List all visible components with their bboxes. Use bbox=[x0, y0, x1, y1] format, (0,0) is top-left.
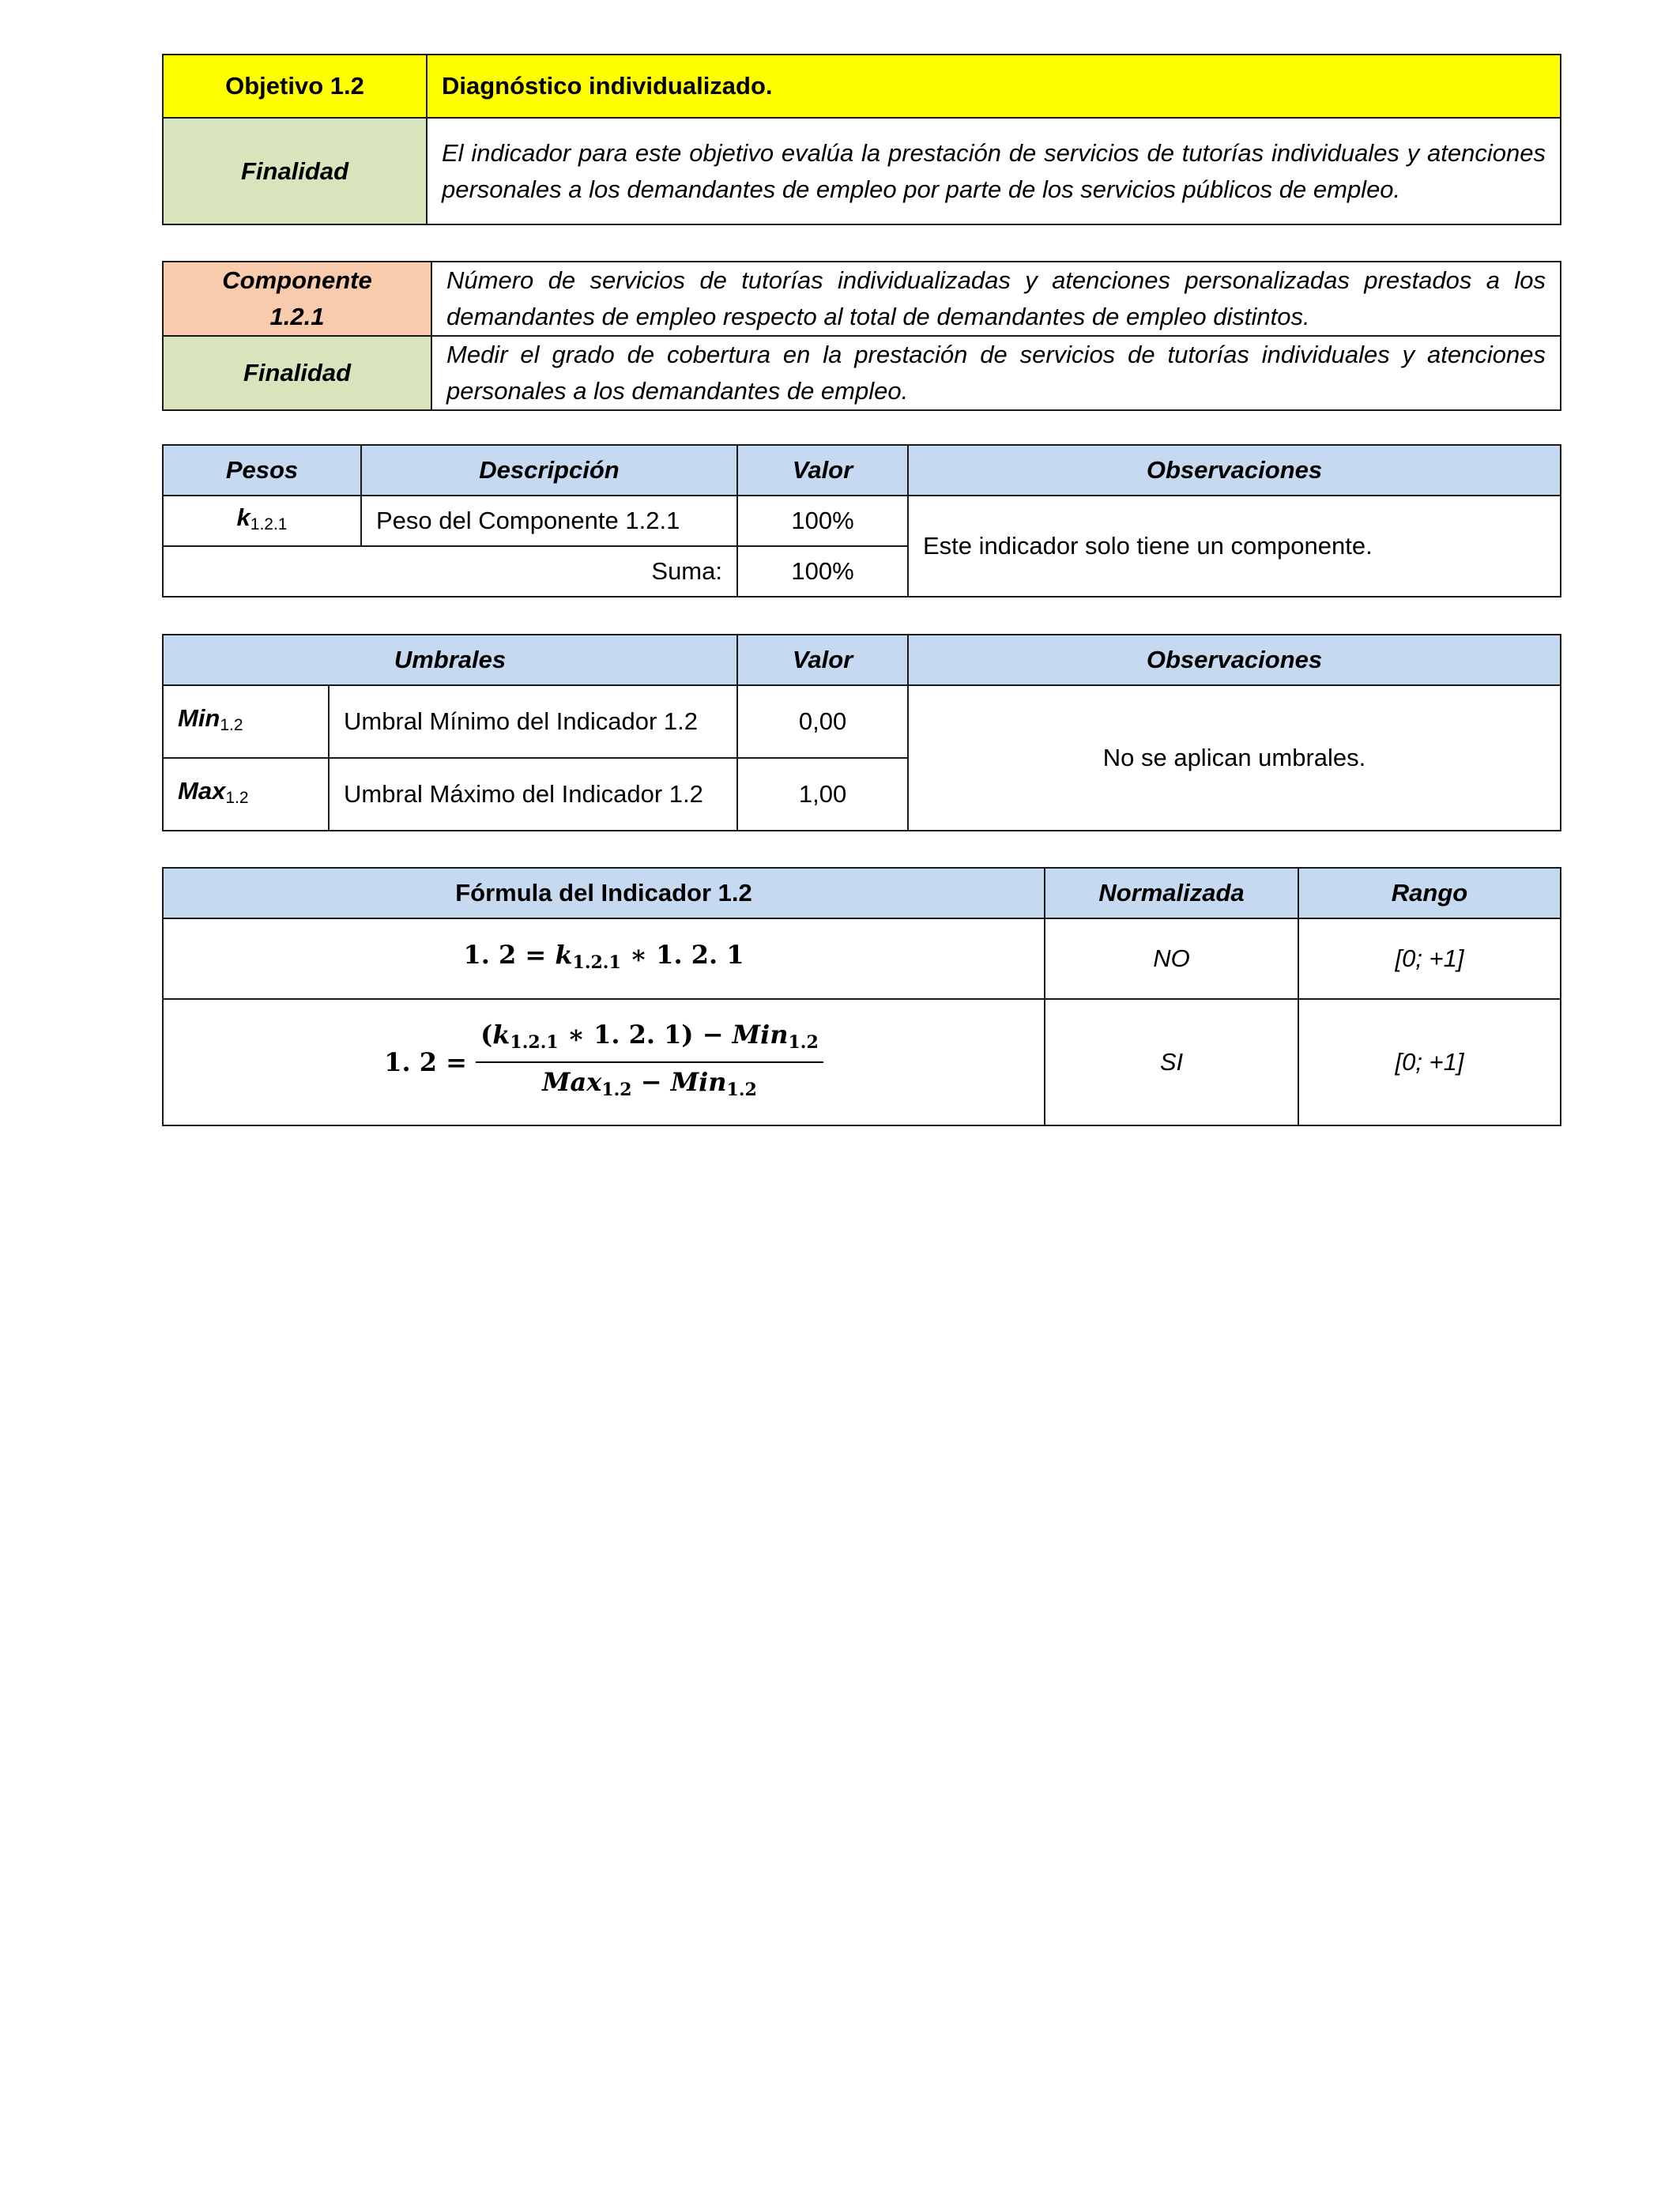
objetivo-label: Objetivo 1.2 bbox=[163, 55, 427, 118]
f2-k-sub: 1.2.1 bbox=[510, 1032, 559, 1053]
f2-min-sub: 1.2 bbox=[788, 1032, 819, 1053]
k-symbol-cell bbox=[163, 496, 361, 546]
umbrales-observaciones: No se aplican umbrales. bbox=[908, 685, 1561, 831]
peso-descripcion: Peso del Componente 1.2.1 bbox=[361, 496, 737, 546]
f2-numerator bbox=[476, 1019, 823, 1063]
min-valor: 0,00 bbox=[737, 685, 908, 758]
f1-k: k bbox=[555, 940, 573, 970]
max-descripcion: Umbral Máximo del Indicador 1.2 bbox=[329, 758, 737, 831]
pesos-observaciones: Este indicador solo tiene un componente. bbox=[908, 496, 1561, 597]
max-valor: 1,00 bbox=[737, 758, 908, 831]
k-subscript: 1.2.1 bbox=[250, 515, 288, 533]
f2-k: k bbox=[492, 1020, 510, 1050]
f2-num-mid: ∗ 1. 2. 1) − bbox=[567, 1020, 724, 1050]
objetivo-title: Diagnóstico individualizado. bbox=[427, 55, 1561, 118]
k-symbol: k bbox=[236, 503, 250, 531]
pesos-table bbox=[162, 444, 1561, 598]
f2-min2: Min bbox=[670, 1067, 727, 1097]
umbrales-header: Umbrales bbox=[163, 635, 737, 685]
formula-table bbox=[162, 867, 1561, 1126]
f2-lhs: 1. 2 = bbox=[384, 1047, 467, 1077]
f2-max-sub: 1.2 bbox=[601, 1080, 632, 1100]
f1-lhs: 1. 2 = bbox=[463, 940, 547, 970]
f1-rest: ∗ 1. 2. 1 bbox=[629, 940, 744, 970]
rango-header: Rango bbox=[1298, 868, 1561, 918]
normalizada-si: SI bbox=[1045, 999, 1298, 1125]
formula-normalizada bbox=[163, 999, 1045, 1125]
objetivo-finalidad-text: El indicador para este objetivo evalúa la prestación de servicios de tutorías individuales y atenciones personales a los demandantes de empleo por parte de los servicios públicos de empleo. bbox=[427, 118, 1561, 224]
objetivo-table bbox=[162, 54, 1561, 225]
max-symbol: Max bbox=[178, 776, 226, 805]
componente-text: Número de servicios de tutorías individualizadas y atenciones personalizadas prestados a los demandantes de empleo respecto al total de demandantes de empleo distintos. bbox=[431, 262, 1561, 336]
formula-header: Fórmula del Indicador 1.2 bbox=[163, 868, 1045, 918]
min-descripcion: Umbral Mínimo del Indicador 1.2 bbox=[329, 685, 737, 758]
min-symbol-cell bbox=[163, 685, 329, 758]
f2-open: ( bbox=[480, 1020, 493, 1050]
f2-min: Min bbox=[732, 1020, 789, 1050]
componente-finalidad-text: Medir el grado de cobertura en la prestación de servicios de tutorías individuales y atenciones personales a los demandantes de empleo. bbox=[431, 336, 1561, 410]
max-symbol-cell bbox=[163, 758, 329, 831]
pesos-header: Pesos bbox=[163, 445, 361, 496]
f2-den-mid: − bbox=[640, 1067, 662, 1097]
valor-header: Valor bbox=[737, 445, 908, 496]
formula-no-normalizada bbox=[163, 918, 1045, 999]
descripcion-header: Descripción bbox=[361, 445, 737, 496]
peso-valor: 100% bbox=[737, 496, 908, 546]
f2-max: Max bbox=[542, 1067, 602, 1097]
objetivo-finalidad-label: Finalidad bbox=[163, 118, 427, 224]
f2-fraction bbox=[476, 1019, 823, 1106]
f2-min2-sub: 1.2 bbox=[726, 1080, 757, 1100]
umbrales-valor-header: Valor bbox=[737, 635, 908, 685]
f2-denominator bbox=[476, 1063, 823, 1106]
componente-table bbox=[162, 261, 1561, 411]
min-subscript: 1.2 bbox=[220, 715, 243, 734]
componente-label: Componente 1.2.1 bbox=[163, 262, 431, 336]
f1-k-sub: 1.2.1 bbox=[572, 952, 621, 973]
min-symbol: Min bbox=[178, 703, 220, 732]
suma-label: Suma: bbox=[163, 546, 737, 597]
rango-2: [0; +1] bbox=[1298, 999, 1561, 1125]
umbrales-observaciones-header: Observaciones bbox=[908, 635, 1561, 685]
observaciones-header: Observaciones bbox=[908, 445, 1561, 496]
rango-1: [0; +1] bbox=[1298, 918, 1561, 999]
normalizada-no: NO bbox=[1045, 918, 1298, 999]
suma-valor: 100% bbox=[737, 546, 908, 597]
max-subscript: 1.2 bbox=[225, 788, 249, 807]
umbrales-table bbox=[162, 634, 1561, 831]
componente-finalidad-label: Finalidad bbox=[163, 336, 431, 410]
normalizada-header: Normalizada bbox=[1045, 868, 1298, 918]
